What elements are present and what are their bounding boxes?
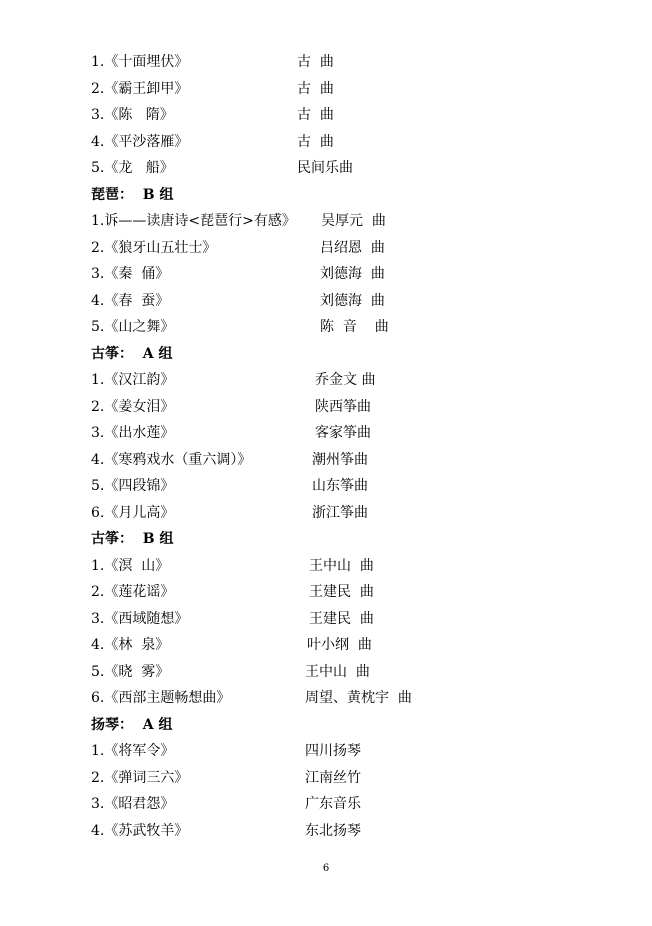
piece-title: 1.《十面埋伏》 <box>91 54 189 70</box>
piece-composer: 刘德海 曲 <box>320 266 385 282</box>
piece-composer: 吕绍恩 曲 <box>320 240 385 256</box>
piece-title: 5.《山之舞》 <box>91 319 175 335</box>
section-heading-pipa-b: 琵琶： B 组 <box>91 187 174 203</box>
piece-title: 1.《溟 山》 <box>91 558 170 574</box>
piece-composer: 乔金文 曲 <box>315 372 376 388</box>
piece-title: 2.《霸王卸甲》 <box>91 81 189 97</box>
piece-composer: 古 曲 <box>297 107 334 123</box>
section-heading-yangqin-a: 扬琴： A 组 <box>91 717 173 733</box>
piece-title: 6.《西部主题畅想曲》 <box>91 690 231 706</box>
list-item <box>91 822 361 894</box>
piece-title: 2.《狼牙山五壮士》 <box>91 240 217 256</box>
piece-composer: 四川扬琴 <box>305 743 361 759</box>
section-heading-guzheng-b: 古筝： B 组 <box>91 531 174 547</box>
piece-composer: 古 曲 <box>297 54 334 70</box>
piece-title: 5.《龙 船》 <box>91 160 174 176</box>
piece-title: 4.《林 泉》 <box>91 637 170 653</box>
piece-composer: 陕西筝曲 <box>315 399 371 415</box>
page-number: 6 <box>322 863 330 874</box>
piece-composer: 广东音乐 <box>305 796 361 812</box>
piece-title: 5.《晓 雾》 <box>91 664 170 680</box>
piece-title: 4.《苏武牧羊》 <box>91 823 189 839</box>
piece-composer: 民间乐曲 <box>297 160 353 176</box>
piece-title: 3.《陈 隋》 <box>91 107 174 123</box>
piece-composer: 古 曲 <box>297 134 334 150</box>
piece-title: 1.诉——读唐诗<琵琶行>有感》 <box>91 213 296 229</box>
piece-composer: 王中山 曲 <box>305 664 370 680</box>
piece-composer: 古 曲 <box>297 81 334 97</box>
piece-title: 2.《弹词三六》 <box>91 770 189 786</box>
piece-title: 2.《莲花谣》 <box>91 584 175 600</box>
piece-title: 3.《秦 俑》 <box>91 266 170 282</box>
piece-title: 3.《出水莲》 <box>91 425 175 441</box>
section-heading-guzheng-a: 古筝： A 组 <box>91 346 173 362</box>
piece-composer: 东北扬琴 <box>305 823 361 839</box>
piece-composer: 王建民 曲 <box>309 584 374 600</box>
piece-composer: 吴厚元 曲 <box>321 213 386 229</box>
piece-composer: 王建民 曲 <box>309 611 374 627</box>
piece-composer: 陈 音 曲 <box>320 319 389 335</box>
piece-title: 3.《西域随想》 <box>91 611 189 627</box>
piece-title: 3.《昭君怨》 <box>91 796 175 812</box>
piece-composer: 客家筝曲 <box>315 425 371 441</box>
piece-title: 1.《汉江韵》 <box>91 372 175 388</box>
piece-composer: 潮州筝曲 <box>312 452 368 468</box>
piece-composer: 江南丝竹 <box>305 770 361 786</box>
piece-composer: 王中山 曲 <box>309 558 374 574</box>
piece-title: 5.《四段锦》 <box>91 478 175 494</box>
piece-composer: 周望、黄枕宇 曲 <box>305 690 412 706</box>
piece-composer: 浙江筝曲 <box>312 505 368 521</box>
piece-title: 6.《月儿高》 <box>91 505 175 521</box>
piece-title: 4.《平沙落雁》 <box>91 134 189 150</box>
piece-composer: 叶小纲 曲 <box>307 637 372 653</box>
piece-composer: 山东筝曲 <box>312 478 368 494</box>
piece-title: 2.《姜女泪》 <box>91 399 175 415</box>
piece-composer: 刘德海 曲 <box>320 293 385 309</box>
piece-title: 4.《寒鸦戏水（重六调）》 <box>91 452 252 468</box>
piece-title: 4.《春 蚕》 <box>91 293 170 309</box>
piece-title: 1.《将军令》 <box>91 743 175 759</box>
